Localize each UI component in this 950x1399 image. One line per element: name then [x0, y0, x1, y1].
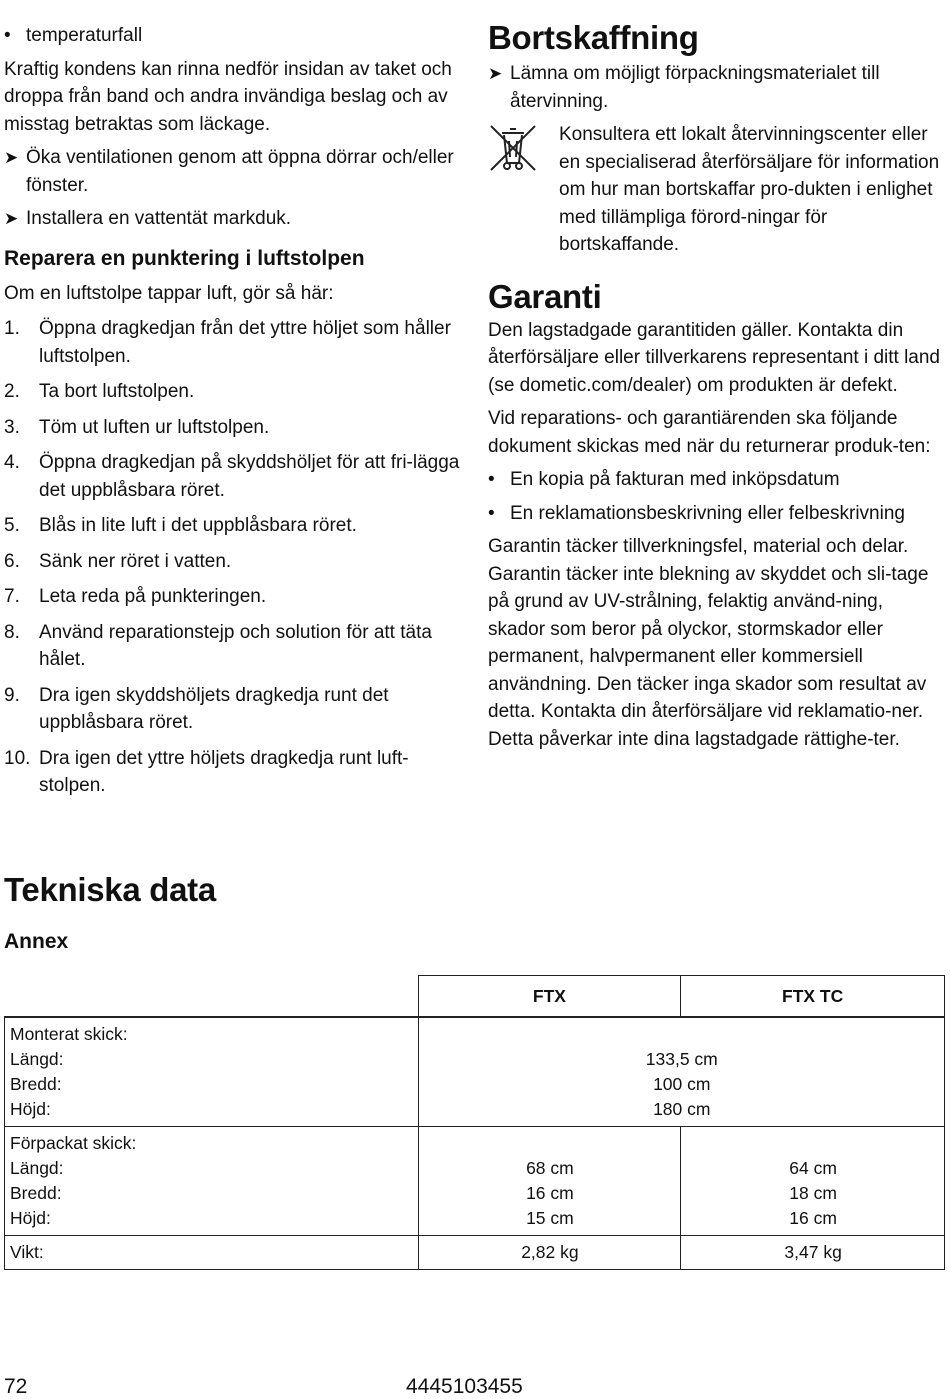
right-column — [488, 18, 944, 759]
annex-heading: Annex — [4, 930, 69, 953]
warranty-paragraph-3: Garantin täcker tillverkningsfel, material och delar. Garantin täcker inte blekning av skyddet och sli-tage på grund av UV-strålning, felaktig använd-ning, skador som beror på olyckor, stormskador eller permanent, halvpermanent eller kommersiell användning. Den täcker inga skador som resultat av detta. Kontakta din återförsäljare vid reklamatio-ner. Detta påverkar inte dina lagstadgade rättighe-ter. — [488, 536, 929, 750]
table-row-mounted — [5, 1017, 945, 1127]
specs-table — [4, 975, 945, 1270]
list-item: 9. Dra igen skyddshöljets dragkedja runt det uppblåsbara röret. — [4, 684, 389, 733]
column-header-ftx: FTX — [418, 976, 681, 1018]
list-item: 7. Leta reda på punkteringen. — [4, 586, 267, 607]
table-header-row — [5, 976, 945, 1018]
mounted-labels: Monterat skick: Längd: Bredd: Höjd: — [5, 1017, 419, 1127]
arrow-icon: ➤ — [4, 148, 19, 167]
page-number: 72 — [4, 1375, 28, 1398]
warranty-paragraph-2: Vid reparations- och garantiärenden ska följande dokument skickas med när du returnerar produk-ten: — [488, 408, 931, 457]
repair-steps-list — [4, 315, 466, 800]
arrow-icon: ➤ — [4, 209, 19, 228]
table-corner — [5, 976, 419, 1018]
packed-labels: Förpackat skick: Längd: Bredd: Höjd: — [5, 1127, 419, 1236]
weight-ftx-tc: 3,47 kg — [681, 1236, 945, 1270]
action-step-text: Lämna om möjligt förpackningsmaterialet till återvinning. — [510, 63, 880, 112]
list-item: 3. Töm ut luften ur luftstolpen. — [4, 416, 270, 438]
warranty-paragraph-1: Den lagstadgade garantitiden gäller. Kontakta din återförsäljare eller tillverkarens representant i ditt land (se dometic.com/dealer) om produkten är defekt. — [488, 319, 940, 396]
list-item: 8. Använd reparationstejp och solution för att täta hålet. — [4, 621, 432, 670]
list-item: 2. Ta bort luftstolpen. — [4, 381, 195, 402]
list-item: 10. Dra igen det yttre höljets dragkedja runt luft-stolpen. — [4, 747, 409, 796]
weight-ftx: 2,82 kg — [418, 1236, 681, 1270]
repair-intro: Om en luftstolpe tappar luft, gör så här: — [4, 282, 334, 304]
warranty-bullet-invoice: • En kopia på fakturan med inköpsdatum — [488, 466, 944, 494]
crossed-bin-icon — [488, 123, 538, 175]
action-step-ventilation — [4, 144, 466, 199]
disposal-heading: Bortskaffning — [488, 19, 699, 56]
weight-label: Vikt: — [5, 1236, 419, 1270]
list-item: 1. Öppna dragkedjan från det yttre höljet som håller luftstolpen. — [4, 318, 451, 367]
list-item: 6. Sänk ner röret i vatten. — [4, 550, 232, 572]
list-item: 5. Blås in lite luft i det uppblåsbara röret. — [4, 515, 357, 536]
warranty-bullet-complaint: • En reklamationsbeskrivning eller felbeskrivning — [488, 500, 944, 528]
packed-values-ftx-tc: 64 cm 18 cm 16 cm — [681, 1127, 945, 1236]
action-step-recycling — [488, 60, 944, 115]
packed-values-ftx: 68 cm 16 cm 15 cm — [418, 1127, 681, 1236]
mounted-values: 133,5 cm 100 cm 180 cm — [418, 1017, 944, 1127]
action-step-groundsheet — [4, 205, 466, 233]
bullet-temperature-drop: • temperaturfall — [4, 22, 466, 50]
warranty-heading: Garanti — [488, 277, 602, 315]
table-row-packed — [5, 1127, 945, 1236]
list-item: 4. Öppna dragkedjan på skyddshöljet för att fri-lägga det uppblåsbara röret. — [4, 452, 460, 501]
column-header-ftx-tc: FTX TC — [681, 976, 945, 1018]
left-column — [4, 22, 466, 808]
weee-notice — [488, 121, 944, 259]
table-row-weight — [5, 1236, 945, 1270]
weee-text: Konsultera ett lokalt återvinningscenter eller en specialiserad återförsäljare för information om hur man bortskaffar pro-dukten i enlighet med tillämpliga förord-ningar för bortskaffande. — [559, 124, 940, 255]
action-step-text: Öka ventilationen genom att öppna dörrar och/eller fönster. — [26, 147, 454, 196]
tech-data-heading: Tekniska data — [4, 871, 216, 908]
arrow-icon: ➤ — [488, 64, 503, 83]
condensation-paragraph: Kraftig kondens kan rinna nedför insidan av taket och droppa från band och andra invändiga beslag och av misstag betraktas som läckage. — [4, 58, 452, 135]
action-step-text: Installera en vattentät markduk. — [26, 208, 292, 229]
repair-heading: Reparera en punktering i luftstolpen — [4, 246, 365, 270]
document-code: 4445103455 — [406, 1375, 523, 1398]
